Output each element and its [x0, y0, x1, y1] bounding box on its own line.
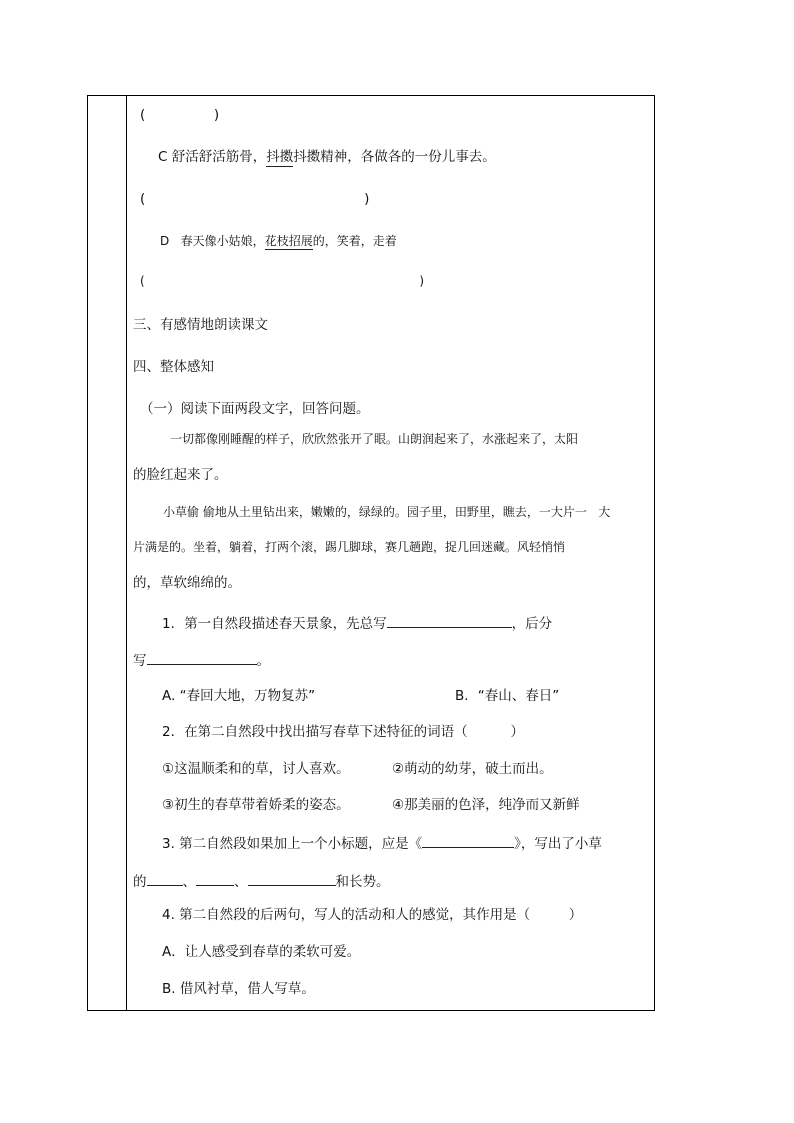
- question-d-prefix: D 春天像小姑娘，: [160, 234, 265, 248]
- question-1-option-b: B．“春山、春日”: [455, 688, 560, 704]
- question-3-blank-1[interactable]: [147, 871, 183, 886]
- question-2-item-2: ②萌动的幼芽，破土而出。: [392, 761, 553, 777]
- question-3: [162, 833, 602, 853]
- question-c: [158, 148, 496, 166]
- question-2-item-1: ①这温顺柔和的草，讨人喜欢。: [162, 761, 350, 777]
- question-1-text: 1．第一自然段描述春天景象，先总写: [162, 616, 387, 632]
- question-c-underlined-word: 抖擞: [266, 149, 294, 165]
- section-3-heading: 三、有感情地朗读课文: [133, 317, 268, 333]
- question-1-text-4: 。: [256, 653, 270, 669]
- answer-blank-c: ( ): [140, 191, 370, 207]
- question-3-text-4: 和长势。: [335, 874, 390, 890]
- passage-1-line-1: 一切都像刚睡醒的样子，欣欣然张开了眼。山朗润起来了，水涨起来了，太阳: [170, 432, 579, 446]
- question-3-blank-3[interactable]: [248, 871, 336, 886]
- question-2: 2．在第二自然段中找出描写春草下述特征的词语（ ）: [162, 724, 525, 740]
- question-4: 4. 第二自然段的后两句，写人的活动和人的感觉，其作用是（ ）: [162, 907, 583, 923]
- part-1-title: （一）阅读下面两段文字，回答问题。: [140, 401, 370, 417]
- separator: 、: [182, 874, 196, 890]
- question-c-suffix: 抖擞精神，各做各的一份儿事去。: [293, 149, 496, 165]
- question-4-option-a: A．让人感受到春草的柔软可爱。: [162, 944, 361, 960]
- question-3-title-blank[interactable]: [422, 833, 514, 848]
- question-1-text-2: ，后分: [511, 616, 553, 632]
- answer-blank-d: ( ): [140, 274, 425, 288]
- passage-1-line-2: 的脸红起来了。: [133, 467, 228, 483]
- question-3-cont: [133, 871, 390, 891]
- question-d-suffix: 的，笑着，走着: [312, 234, 397, 248]
- separator: 、: [234, 874, 248, 890]
- question-4-option-b: B. 借风衬草，借人写草。: [162, 981, 315, 997]
- question-2-item-3: ③初生的春草带着娇柔的姿态。: [162, 797, 350, 813]
- passage-2-line-3: 的，草软绵绵的。: [133, 575, 241, 591]
- passage-2-line-2: 片满是的。坐着，躺着，打两个滚，踢几脚球，赛几趟跑，捉几回迷藏。风轻悄悄: [133, 540, 566, 554]
- column-divider: [126, 96, 127, 1010]
- question-3-text-3: 的: [133, 874, 147, 890]
- question-1-blank-2[interactable]: [147, 650, 257, 665]
- answer-blank-b: ( ): [140, 107, 220, 123]
- question-d-underlined-word: 花枝招展: [264, 234, 313, 248]
- section-4-heading: 四、整体感知: [133, 359, 214, 375]
- question-2-item-4: ④那美丽的色泽，纯净而又新鲜: [392, 797, 580, 813]
- question-3-blank-2[interactable]: [196, 871, 234, 886]
- question-c-prefix: C 舒活舒活筋骨，: [158, 149, 267, 165]
- question-1: [162, 613, 552, 633]
- passage-2-line-1: 小草偷 偷地从土里钻出来，嫩嫩的，绿绿的。园子里，田野里，瞧去，一大片一 大: [163, 505, 611, 519]
- question-1-cont: [133, 650, 270, 670]
- question-d: [160, 232, 397, 250]
- question-3-text: 3. 第二自然段如果加上一个小标题，应是《: [162, 836, 423, 852]
- question-1-option-a: A. “春回大地，万物复苏”: [162, 688, 316, 704]
- question-1-blank-1[interactable]: [387, 613, 512, 628]
- question-1-text-3: 写: [133, 653, 147, 669]
- question-3-text-2: 》，写出了小草: [514, 836, 602, 852]
